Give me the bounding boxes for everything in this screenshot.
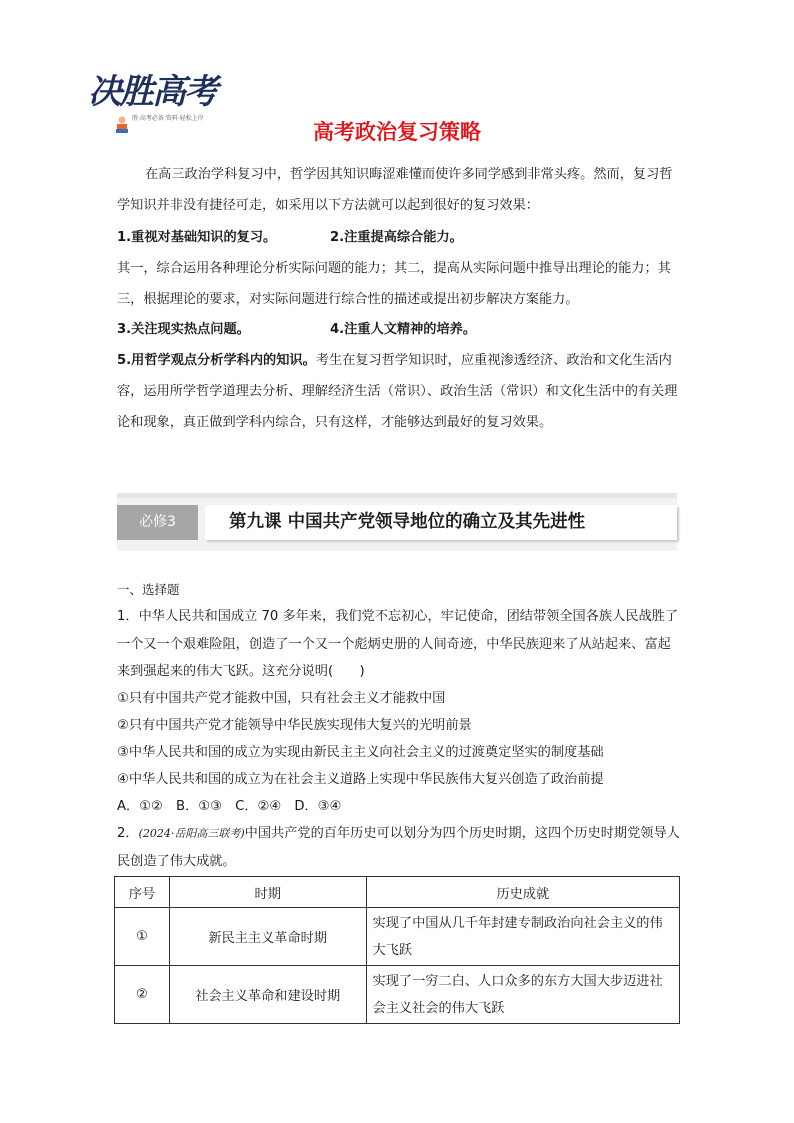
method-1: 1.重视对基础知识的复习。 <box>117 230 277 245</box>
banner-top-strip <box>117 493 677 498</box>
question-1-option-2: ②只有中国共产党才能领导中华民族实现伟大复兴的光明前景 <box>117 718 472 733</box>
method-5-heading: 5.用哲学观点分析学科内的知识。 <box>117 353 316 368</box>
logo-text: 决胜高考 <box>88 72 216 112</box>
section-heading: 一、选择题 <box>117 582 180 597</box>
intro-paragraph: 在高三政治学科复习中，哲学因其知识晦涩难懂而使许多同学感到非常头疼。然而，复习哲学知识并非没有捷径可走，如采用以下方法就可以起到很好的复习效果： <box>117 167 673 213</box>
row-number: ② <box>115 966 170 1024</box>
method-3: 3.关注现实热点问题。 <box>117 322 250 337</box>
row-period: 新民主主义革命时期 <box>169 908 366 966</box>
question-2-text: 中国共产党的百年历史可以划分为四个历史时期，这四个历史时期党领导人民创造了伟大成就。 <box>117 826 680 869</box>
question-2-number: 2． <box>117 826 139 841</box>
method-2: 2.注重提高综合能力。 <box>330 230 463 245</box>
row-number: ① <box>115 908 170 966</box>
row-achievement: 实现了一穷二白、人口众多的东方大国大步迈进社会主义社会的伟大飞跃 <box>366 966 679 1024</box>
page-title: 高考政治复习策略 <box>313 120 481 144</box>
question-1-choices: A．①② B．①③ C．②④ D．③④ <box>117 799 342 814</box>
lesson-banner <box>117 493 677 551</box>
method-4: 4.注重人文精神的培养。 <box>330 322 477 337</box>
history-table <box>114 876 680 1024</box>
row-achievement: 实现了中国从几千年封建专制政治向社会主义的伟大飞跃 <box>366 908 679 966</box>
header-achievement: 历史成就 <box>366 877 679 908</box>
table-row <box>115 908 680 966</box>
question-2-source: (2024·岳阳高三联考) <box>138 827 245 840</box>
table-header-row <box>115 877 680 908</box>
question-1-stem: 1．中华人民共和国成立 70 多年来，我们党不忘初心，牢记使命，团结带领全国各族人民战胜了一个又一个艰难险阻，创造了一个又一个彪炳史册的人间奇迹，中华民族迎来了从站起来、富起来到强起来的伟大飞跃。这充分说明( ) <box>117 609 679 679</box>
header-number: 序号 <box>115 877 170 908</box>
row-period: 社会主义革命和建设时期 <box>169 966 366 1024</box>
lesson-title: 第九课 中国共产党领导地位的确立及其先进性 <box>229 512 586 532</box>
banner-main <box>205 505 677 540</box>
question-1-option-3: ③中华人民共和国的成立为实现由新民主主义向社会主义的过渡奠定坚实的制度基础 <box>117 745 604 760</box>
logo-subtitle: 胜·高考必备 资料·轻松上岸 <box>132 115 204 122</box>
question-1-option-4: ④中华人民共和国的成立为在社会主义道路上实现中华民族伟大复兴创造了政治前提 <box>117 772 604 787</box>
method-5-text: 考生在复习哲学知识时，应重视渗透经济、政治和文化生活内容，运用所学哲学道理去分析、理解经济生活（常识）、政治生活（常识）和文化生活中的有关理论和现象，真正做到学科内综合，只有这样，才能够达到最好的复习效果。 <box>117 353 678 430</box>
question-1-option-1: ①只有中国共产党才能救中国，只有社会主义才能救中国 <box>117 691 446 706</box>
table-row <box>115 966 680 1024</box>
banner-tag: 必修3 <box>117 505 198 540</box>
method-2-detail: 其一，综合运用各种理论分析实际问题的能力；其二，提高从实际问题中推导出理论的能力；其三，根据理论的要求，对实际问题进行综合性的描述或提出初步解决方案能力。 <box>117 261 671 307</box>
header-period: 时期 <box>169 877 366 908</box>
question-2-stem <box>117 820 681 875</box>
method-5 <box>117 345 679 438</box>
